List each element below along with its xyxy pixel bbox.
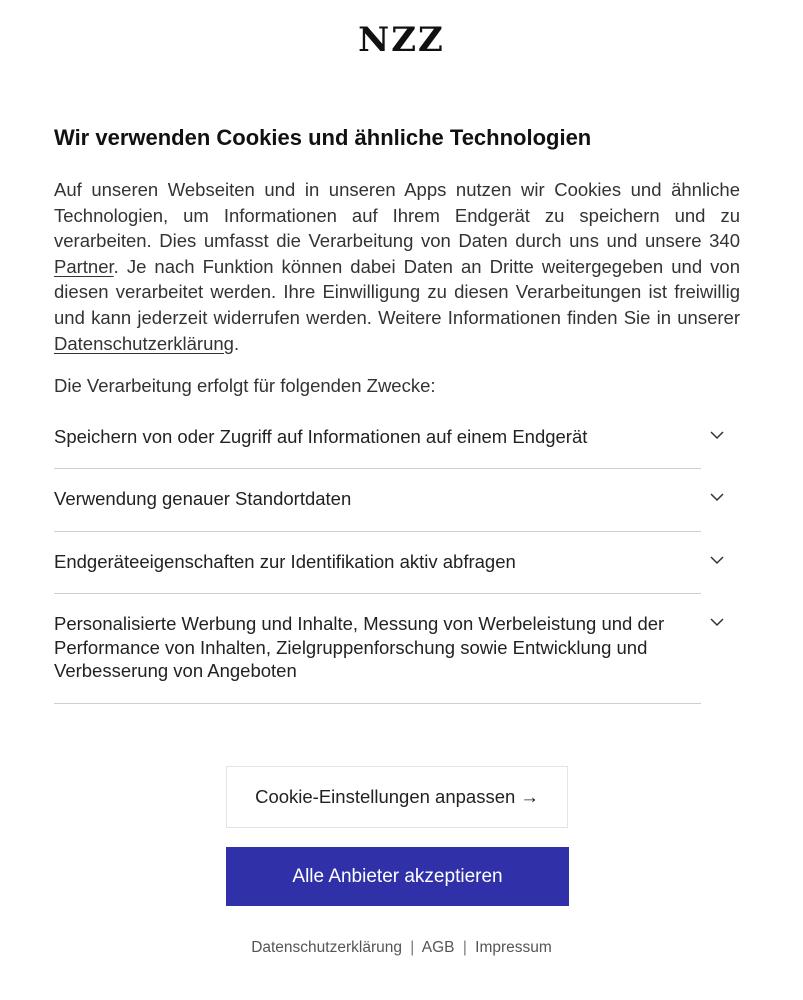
consent-intro xyxy=(54,177,740,356)
accept-all-button[interactable]: Alle Anbieter akzeptieren xyxy=(226,847,569,906)
purpose-item-personalised-ads[interactable] xyxy=(54,612,701,704)
footer-separator: | xyxy=(462,939,467,956)
partner-link[interactable]: Partner xyxy=(54,255,114,277)
consent-title: Wir verwenden Cookies und ähnliche Technologien xyxy=(54,125,592,150)
privacy-policy-link[interactable]: Datenschutzerklärung xyxy=(54,332,234,354)
footer-links xyxy=(0,939,803,957)
chevron-down-icon[interactable] xyxy=(710,428,724,442)
footer-terms-link[interactable]: AGB xyxy=(421,939,455,956)
purpose-label: Personalisierte Werbung und Inhalte, Messung von Werbeleistung und der Performance von Inhalten, Zielgruppenforschung sowie Entwicklung und Verbesserung von Angeboten xyxy=(54,613,665,681)
chevron-down-icon[interactable] xyxy=(710,490,724,504)
chevron-down-icon[interactable] xyxy=(710,553,724,567)
chevron-down-icon[interactable] xyxy=(710,615,724,629)
purpose-label: Verwendung genauer Standortdaten xyxy=(54,488,352,509)
intro-text-part1: Auf unseren Webseiten und in unseren Apps nutzen wir Cookies und ähnliche Technologien, um Informationen auf Ihrem Endgerät zu speichern und zu verarbeiten. Dies umfasst die Verarbeitung von Daten durch uns und unsere 340 xyxy=(54,179,740,252)
footer-imprint-link[interactable]: Impressum xyxy=(475,939,552,956)
intro-text-part3: . xyxy=(233,332,240,354)
purpose-item-location-data[interactable] xyxy=(54,487,701,532)
cookie-settings-button[interactable]: Cookie-Einstellungen anpassen → xyxy=(226,766,568,828)
purpose-label: Endgeräteeigenschaften zur Identifikation aktiv abfragen xyxy=(54,551,516,572)
footer-privacy-link[interactable]: Datenschutzerklärung xyxy=(251,939,402,956)
purpose-label: Speichern von oder Zugriff auf Informationen auf einem Endgerät xyxy=(54,426,588,447)
intro-text-part2: . Je nach Funktion können dabei Daten an Dritte weitergegeben und von diesen verarbeitet werden. Ihre Einwilligung zu diesen Verarbeitungen ist freiwillig und kann jederzeit widerrufen werden. Weitere Informationen finden Sie in unserer xyxy=(54,255,740,328)
purpose-item-device-identification[interactable] xyxy=(54,550,701,594)
purpose-item-device-storage[interactable] xyxy=(54,425,701,469)
nzz-logo: NZZ xyxy=(358,20,445,60)
footer-separator: | xyxy=(410,939,415,956)
purposes-intro: Die Verarbeitung erfolgt für folgenden Zwecke: xyxy=(54,375,436,396)
